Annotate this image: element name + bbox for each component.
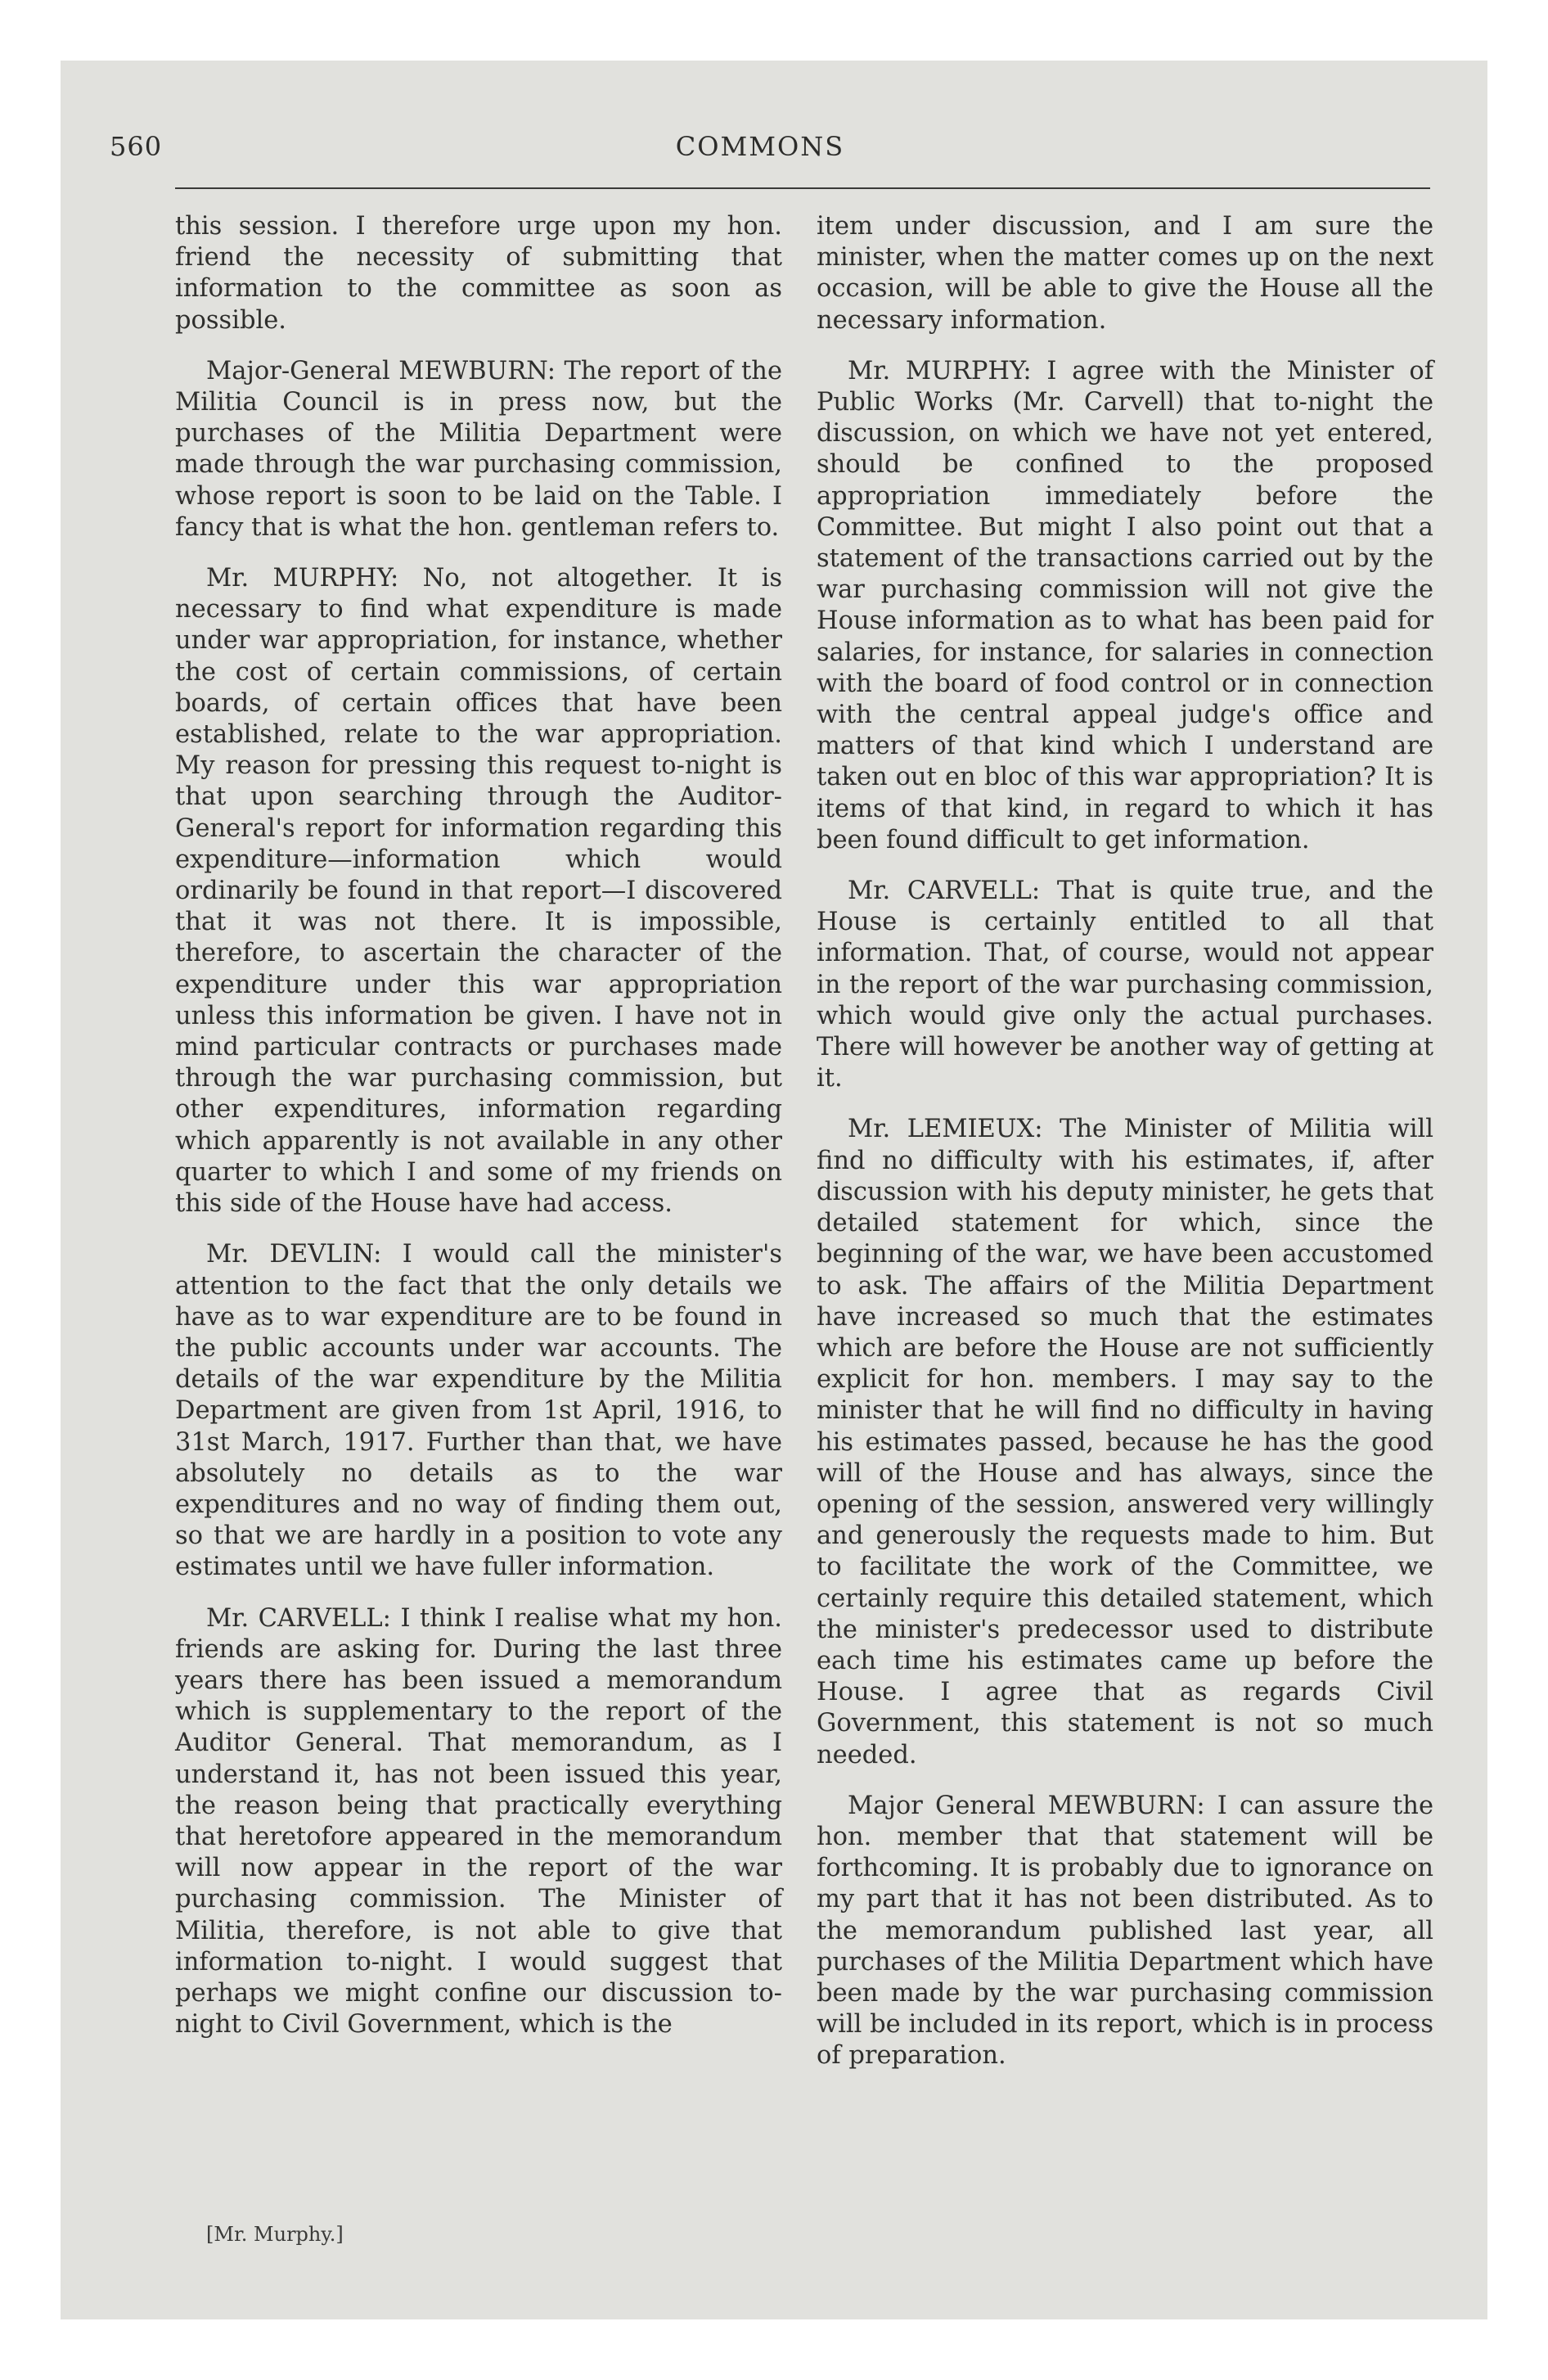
header-rule	[175, 187, 1430, 189]
paragraph: Mr. MURPHY: I agree with the Minister of Public Works (Mr. Carvell) that to-night the discussion, on which we have not yet entered, should be confined to the proposed appropriation immediately before the Committee. But might I also point out that a statement of the transactions carried out by the war purchasing commission will not give the House information as to what has been paid for salaries, for instance, for salaries in connection with the board of food control or in connection with the central appeal judge's office and matters of that kind which I understand are taken out en bloc of this war appropriation? It is items of that kind, in regard to which it has been found difficult to get information.	[817, 356, 1433, 854]
speaker-footnote: [Mr. Murphy.]	[206, 2223, 344, 2246]
page-number: 560	[110, 131, 163, 162]
paragraph: item under discussion, and I am sure the minister, when the matter comes up on the next occasion, will be able to give the House all the necessary information.	[817, 212, 1433, 335]
paragraph: Mr. MURPHY: No, not altogether. It is necessary to find what expenditure is made under war appropriation, for instance, whether the cost of certain commissions, of certain boards, of certain offices that have been established, relate to the war appropriation. My reason for pressing this request to-night is that upon searching through the Auditor-General's report for information regarding this expenditure—information which would ordinarily be found in that report—I discovered that it was not there. It is impossible, therefore, to ascertain the character of the expenditure under this war appropriation unless this information be given. I have not in mind particular contracts or purchases made through the war purchasing commission, but other expenditures, information regarding which apparently is not available in any other quarter to which I and some of my friends on this side of the House have had access.	[175, 564, 782, 1219]
paragraph: Mr. DEVLIN: I would call the minister's attention to the fact that the only details we have as to war expenditure are to be found in the public accounts under war accounts. The details of the war expenditure by the Militia Department are given from 1st April, 1916, to 31st March, 1917. Further than that, we have absolutely no details as to the war expenditures and no way of finding them out, so that we are hardly in a position to vote any estimates until we have fuller information.	[175, 1240, 782, 1582]
paragraph: Major-General MEWBURN: The report of the Militia Council is in press now, but the purchases of the Militia Department were made through the war purchasing commission, whose report is soon to be laid on the Table. I fancy that is what the hon. gentleman refers to.	[175, 356, 782, 542]
paragraph: Major General MEWBURN: I can assure the hon. member that that statement will be forthcoming. It is probably due to ignorance on my part that it has not been distributed. As to the memorandum published last year, all purchases of the Militia Department which have been made by the war purchasing commission will be included in its report, which is in process of preparation.	[817, 1791, 1433, 2071]
right-column	[817, 211, 1433, 2092]
page-header	[110, 124, 1411, 165]
running-head: COMMONS	[675, 131, 845, 162]
paragraph: this session. I therefore urge upon my hon. friend the necessity of submitting that information to the committee as soon as possible.	[175, 212, 782, 335]
left-column	[175, 211, 782, 2060]
paragraph: Mr. CARVELL: I think I realise what my hon. friends are asking for. During the last three years there has been issued a memorandum which is supplementary to the report of the Auditor General. That memorandum, as I understand it, has not been issued this year, the reason being that practically everything that heretofore appeared in the memorandum will now appear in the report of the war purchasing commission. The Minister of Militia, therefore, is not able to give that information to-night. I would suggest that perhaps we might confine our discussion to-night to Civil Government, which is the	[175, 1603, 782, 2040]
paragraph: Mr. LEMIEUX: The Minister of Militia will find no difficulty with his estimates, if, after discussion with his deputy minister, he gets that detailed statement for which, since the beginning of the war, we have been accustomed to ask. The affairs of the Militia Department have increased so much that the estimates which are before the House are not sufficiently explicit for hon. members. I may say to the minister that he will find no difficulty in having his estimates passed, because he has the good will of the House and has always, since the opening of the session, answered very willingly and generously the requests made to him. But to facilitate the work of the Committee, we certainly require this detailed statement, which the minister's predecessor used to distribute each time his estimates came up before the House. I agree that as regards Civil Government, this statement is not so much needed.	[817, 1115, 1433, 1769]
paragraph: Mr. CARVELL: That is quite true, and the House is certainly entitled to all that information. That, of course, would not appear in the report of the war purchasing commission, which would give only the actual purchases. There will however be another way of getting at it.	[817, 877, 1433, 1093]
